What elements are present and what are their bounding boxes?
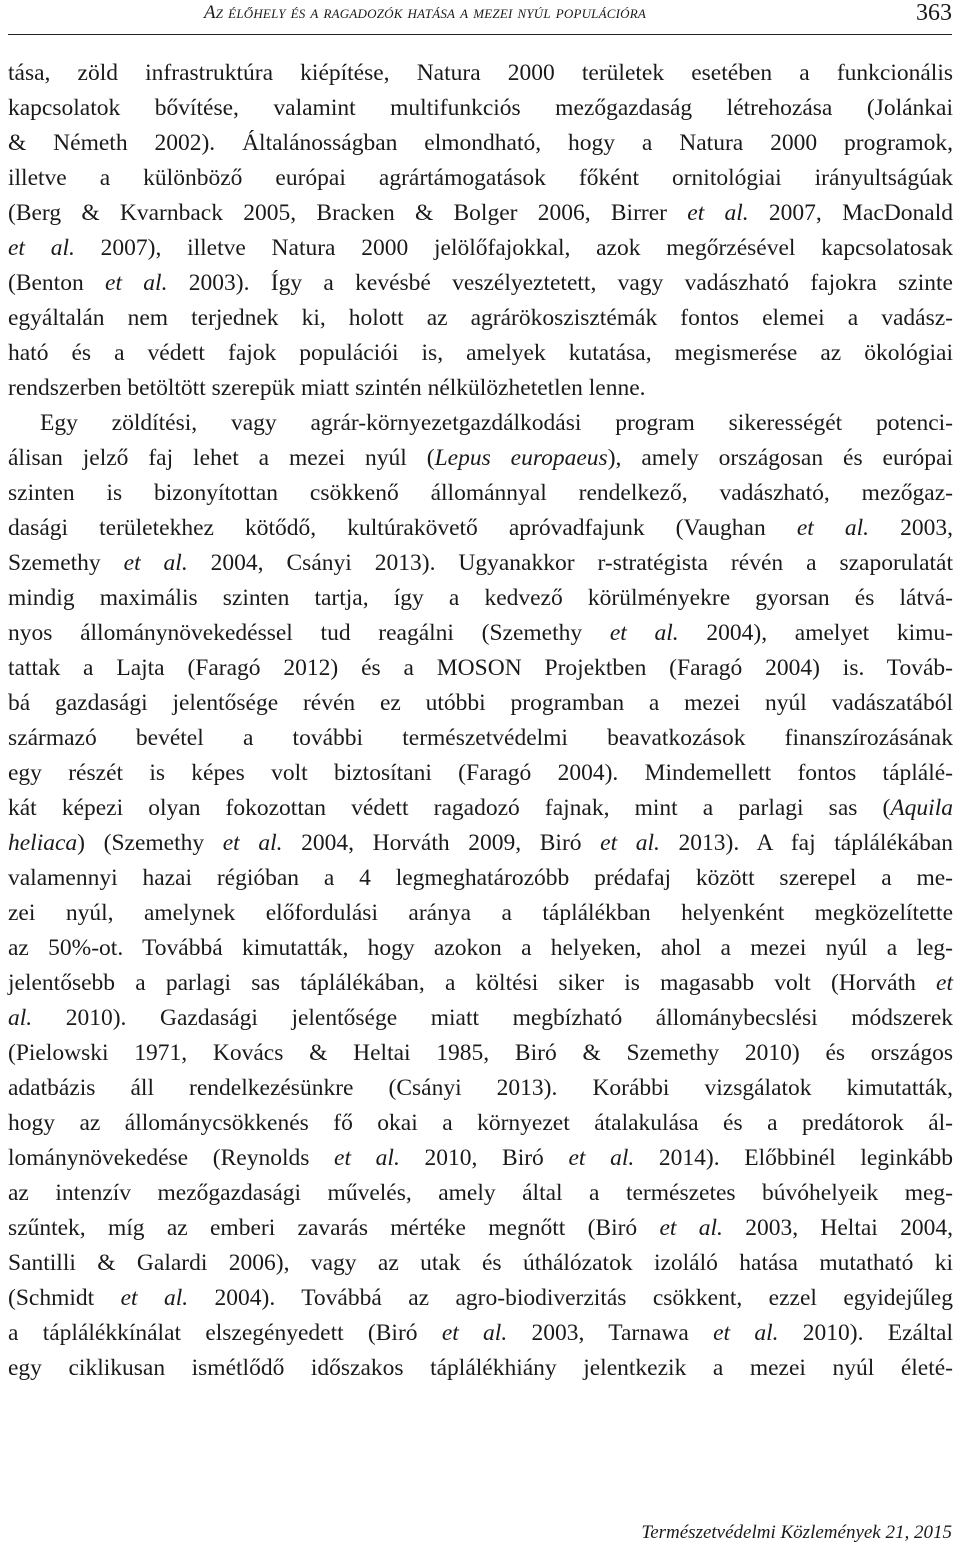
text-run: valamennyi hazai régióban a 4 legmeghatározóbb prédafaj között szerepel a me-	[8, 865, 953, 891]
text-run: 2007, MacDonald	[748, 200, 954, 226]
text-run: 2003). Így a kevésbé veszélyeztetett, vagy vadászható fajokra szinte	[167, 270, 953, 296]
text-run: álisan jelző faj lehet a mezei nyúl (	[8, 445, 435, 471]
paragraph	[8, 56, 953, 406]
italic-run: et al.	[600, 830, 660, 856]
text-line	[8, 1036, 953, 1071]
text-line	[8, 1211, 953, 1246]
text-run: lománynövekedése (Reynolds	[8, 1145, 335, 1171]
italic-run: et	[936, 970, 953, 996]
italic-run: heliaca	[8, 830, 78, 856]
text-run: 2004), amelyet kimu-	[678, 620, 953, 646]
text-line	[8, 161, 953, 196]
page-number: 363	[916, 0, 952, 26]
paragraph	[8, 406, 953, 1386]
italic-run: al.	[8, 1005, 33, 1031]
text-line	[8, 336, 953, 371]
text-run: egyáltalán nem terjednek ki, holott az agrárökoszisztémák fontos elemei a vadász-	[8, 305, 953, 331]
text-run: a táplálékkínálat elszegényedett (Biró	[8, 1320, 442, 1346]
text-run: bá gazdasági jelentősége révén ez utóbbi programban a mezei nyúl vadászatából	[8, 690, 953, 716]
italic-run: et al.	[609, 620, 679, 646]
text-run: 2003, Heltai 2004,	[722, 1215, 953, 1241]
text-run: 2010). Ezáltal	[778, 1320, 953, 1346]
text-line	[8, 896, 953, 931]
text-run: dasági területekhez kötődő, kultúrakövető apróvadfajunk (Vaughan	[8, 515, 797, 541]
text-run: mindig maximális szinten tartja, így a kedvező körülményekre gyorsan és látvá-	[8, 585, 953, 611]
text-line	[8, 301, 953, 336]
text-line	[8, 616, 953, 651]
text-run: zei nyúl, amelynek előfordulási aránya a táplálékban helyenként megközelítette	[8, 900, 953, 926]
text-line	[8, 91, 953, 126]
text-line	[8, 966, 953, 1001]
text-run: szinten is bizonyítottan csökkenő állománnyal rendelkező, vadászható, mezőgaz-	[8, 480, 953, 506]
text-line	[8, 1106, 953, 1141]
text-line	[8, 546, 953, 581]
text-line	[8, 406, 953, 441]
text-run: 2004). Továbbá az agro-biodiverzitás csökkent, ezzel egyidejűleg	[188, 1285, 953, 1311]
text-run: adatbázis áll rendelkezésünkre (Csányi 2013). Korábbi vizsgálatok kimutatták,	[8, 1075, 953, 1101]
text-line	[8, 126, 953, 161]
text-line	[8, 196, 953, 231]
text-run: ) (Szemethy	[77, 830, 223, 856]
text-line	[8, 1176, 953, 1211]
italic-run: et al.	[687, 200, 749, 226]
text-run: 2013). A faj táplálékában	[659, 830, 953, 856]
text-run: 2010). Gazdasági jelentősége miatt megbízható állománybecslési módszerek	[32, 1005, 953, 1031]
text-run: kát képezi olyan fokozottan védett ragadozó fajnak, mint a parlagi sas (	[8, 795, 891, 821]
text-line	[8, 56, 953, 91]
text-run: tattak a Lajta (Faragó 2012) és a MOSON Projektben (Faragó 2004) is. Továb-	[8, 655, 953, 681]
running-title: Az élőhely és a ragadozók hatása a mezei nyúl populációra	[204, 2, 647, 23]
text-run: egy részét is képes volt biztosítani (Faragó 2004). Mindemellett fontos táplálé-	[8, 760, 953, 786]
italic-run: et al.	[334, 1145, 400, 1171]
text-run: (Benton	[8, 270, 106, 296]
text-run: 2004, Csányi 2013). Ugyanakkor r-stratégista révén a szaporulatát	[187, 550, 953, 576]
text-line	[8, 371, 953, 406]
text-run: szűntek, míg az emberi zavarás mértéke megnőtt (Biró	[8, 1215, 660, 1241]
text-line	[8, 1281, 953, 1316]
text-line	[8, 1246, 953, 1281]
text-line	[8, 441, 953, 476]
body-text	[8, 56, 953, 1386]
text-run: illetve a különböző európai agrártámogatások főként ornitológiai irányultságúak	[8, 165, 953, 191]
text-run: tása, zöld infrastruktúra kiépítése, Natura 2000 területek esetében a funkcionális	[8, 60, 953, 86]
italic-run: Lepus europaeus	[434, 445, 608, 471]
text-line	[8, 861, 953, 896]
italic-run: et al.	[123, 550, 188, 576]
text-run: ), amely országosan és európai	[607, 445, 953, 471]
text-line	[8, 651, 953, 686]
italic-run: et al.	[796, 515, 870, 541]
text-run: 2004, Horváth 2009, Biró	[282, 830, 601, 856]
text-run: rendszerben betöltött szerepük miatt szintén nélkülözhetetlen lenne.	[8, 375, 646, 401]
text-line	[8, 1351, 953, 1386]
italic-run: Aquila	[890, 795, 953, 821]
text-run: egy ciklikusan ismétlődő időszakos táplálékhiány jelentkezik a mezei nyúl életé-	[8, 1355, 953, 1381]
text-run: 2014). Előbbinél leginkább	[634, 1145, 953, 1171]
text-line	[8, 1001, 953, 1036]
text-run: Santilli & Galardi 2006), vagy az utak és úthálózatok izoláló hatása mutatható ki	[8, 1250, 953, 1276]
text-run: (Pielowski 1971, Kovács & Heltai 1985, Biró & Szemethy 2010) és országos	[8, 1040, 953, 1066]
italic-run: et al.	[441, 1320, 508, 1346]
italic-run: et al.	[659, 1215, 723, 1241]
italic-run: et al.	[105, 270, 168, 296]
text-run: jelentősebb a parlagi sas táplálékában, a költési siker is magasabb volt (Horváth	[8, 970, 937, 996]
text-run: az 50%-ot. Továbbá kimutatták, hogy azokon a helyeken, ahol a mezei nyúl a leg-	[8, 935, 953, 961]
text-run: 2003,	[869, 515, 953, 541]
text-line	[8, 581, 953, 616]
text-line	[8, 756, 953, 791]
text-line	[8, 686, 953, 721]
text-run: kapcsolatok bővítése, valamint multifunkciós mezőgazdaság létrehozása (Jolánkai	[8, 95, 953, 121]
text-run: 2007), illetve Natura 2000 jelölőfajokkal, azok megőrzésével kapcsolatosak	[74, 235, 953, 261]
text-line	[8, 791, 953, 826]
text-run: Szemethy	[8, 550, 124, 576]
text-line	[8, 1071, 953, 1106]
text-run: (Schmidt	[8, 1285, 121, 1311]
text-run: származó bevétel a további természetvédelmi beavatkozások finanszírozásának	[8, 725, 953, 751]
running-header	[8, 0, 952, 35]
italic-run: et al.	[222, 830, 283, 856]
text-line	[8, 476, 953, 511]
italic-run: et al.	[713, 1320, 779, 1346]
text-run: nyos állománynövekedéssel tud reagálni (Szemethy	[8, 620, 610, 646]
text-line	[8, 511, 953, 546]
text-run: 2010, Biró	[399, 1145, 569, 1171]
text-run: Egy zöldítési, vagy agrár-környezetgazdálkodási program sikerességét potenci-	[40, 410, 953, 436]
text-run: & Németh 2002). Általánosságban elmondható, hogy a Natura 2000 programok,	[8, 130, 953, 156]
italic-run: et al.	[120, 1285, 189, 1311]
text-run: 2003, Tarnawa	[507, 1320, 714, 1346]
text-line	[8, 266, 953, 301]
text-line	[8, 231, 953, 266]
text-line	[8, 931, 953, 966]
journal-footer: Természetvédelmi Közlemények 21, 2015	[641, 1522, 952, 1543]
text-run: hogy az állománycsökkenés fő okai a környezet átalakulása és a predátorok ál-	[8, 1110, 953, 1136]
text-line	[8, 1316, 953, 1351]
text-run: (Berg & Kvarnback 2005, Bracken & Bolger 2006, Birrer	[8, 200, 688, 226]
text-line	[8, 826, 953, 861]
text-run: ható és a védett fajok populációi is, amelyek kutatása, megismerése az ökológiai	[8, 340, 953, 366]
text-line	[8, 721, 953, 756]
text-run: az intenzív mezőgazdasági művelés, amely által a természetes búvóhelyeik meg-	[8, 1180, 953, 1206]
text-line	[8, 1141, 953, 1176]
italic-run: et al.	[568, 1145, 635, 1171]
italic-run: et al.	[8, 235, 75, 261]
